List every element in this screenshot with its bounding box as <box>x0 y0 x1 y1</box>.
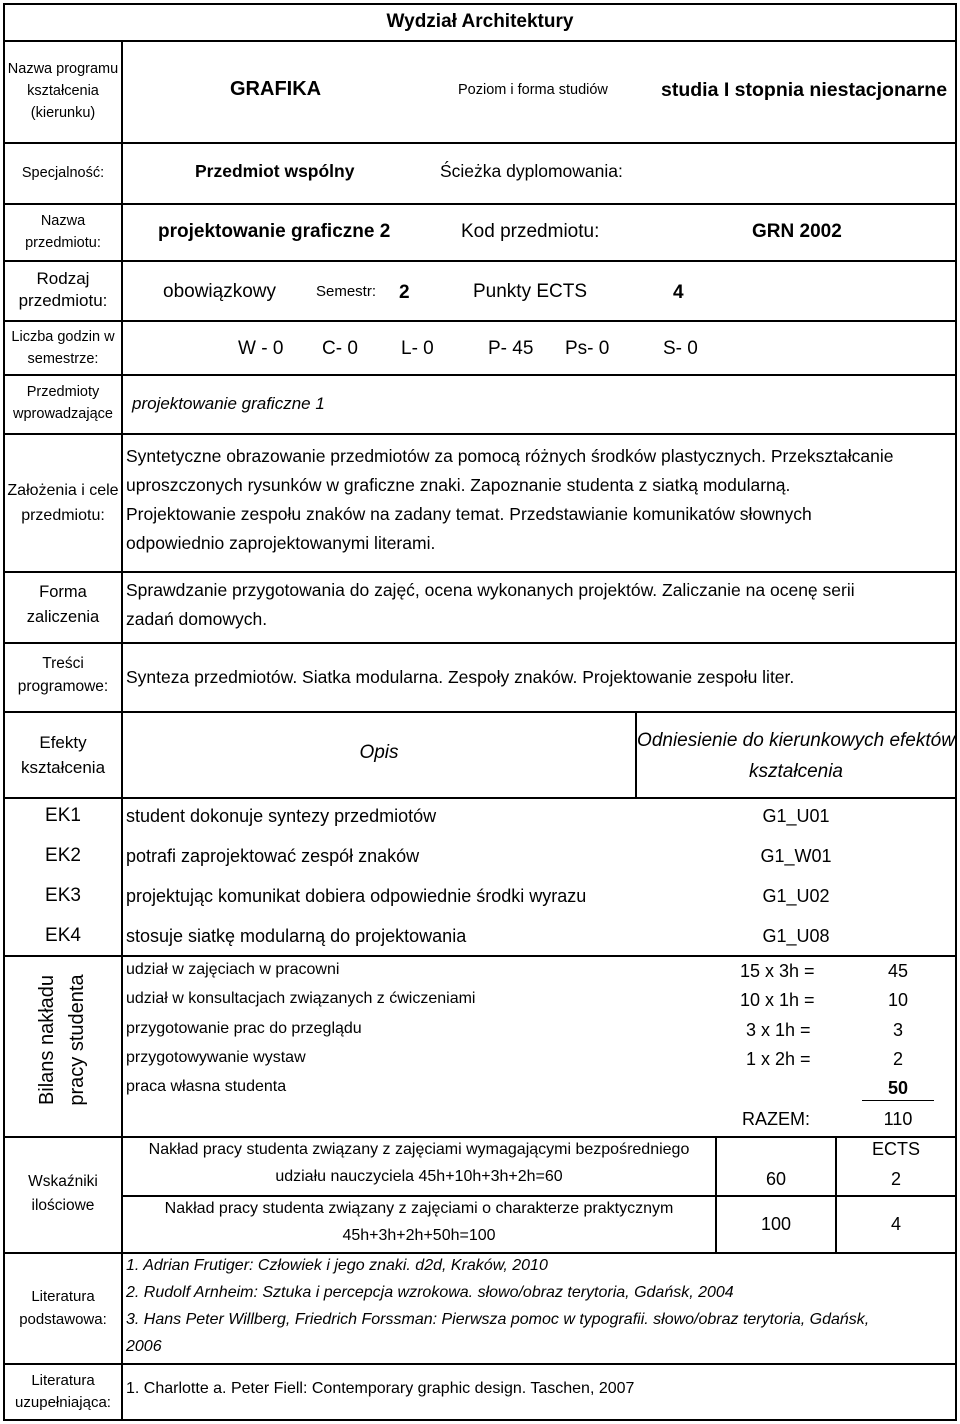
outcome-code: EK1 <box>45 805 81 826</box>
direct-ects: 2 <box>890 1169 901 1189</box>
practical-line2: 45h+3h+2h+50h=100 <box>342 1227 496 1244</box>
outcome-ref: G1_W01 <box>760 846 832 866</box>
outcome-ref: G1_U01 <box>762 806 830 826</box>
goals-line: Projektowanie zespołu znaków na zadany temat. Przedstawianie komunikatów słownych <box>126 504 812 524</box>
direct-line2: udziału nauczyciela 45h+10h+3h+2h=60 <box>275 1168 563 1185</box>
workload-hours: 50 <box>887 1078 909 1098</box>
assessment-line: Sprawdzanie przygotowania do zajęć, ocena wykonanych projektów. Zaliczanie na ocenę serii <box>126 580 855 600</box>
practical-hours: 100 <box>760 1214 792 1234</box>
direct-line1: Nakład pracy studenta związany z zajęciami wymagającymi bezpośredniego <box>148 1141 690 1158</box>
hours-seminar: S- 0 <box>663 338 698 359</box>
total-underline <box>862 1100 934 1101</box>
outcome-ref: G1_U08 <box>762 926 830 946</box>
workload-activity: udział w zajęciach w pracowni <box>126 961 340 978</box>
supplementary-literature-label: Literatura uzupełniająca: <box>15 1372 111 1411</box>
outcome-desc: stosuje siatkę modularną do projektowania <box>126 926 467 946</box>
specialization-label: Specjalność: <box>21 165 105 181</box>
subject-label: Nazwa przedmiotu: <box>25 213 101 251</box>
basic-literature-label: Literatura podstawowa: <box>19 1288 107 1328</box>
goals-line: odpowiednio zaprojektowanymi literami. <box>126 533 436 553</box>
divider <box>3 40 957 42</box>
workload-label-text: Bilans nakładu pracy studenta <box>36 974 88 1106</box>
goals-line: uproszczonych rysunków w graficzne znaki. Zapoznanie studenta z siatką modularną. <box>126 475 791 495</box>
divider <box>3 1363 957 1365</box>
workload-calc: 1 x 2h = <box>746 1049 811 1069</box>
basic-literature-item: 1. Adrian Frutiger: Człowiek i jego znaki. d2d, Kraków, 2010 <box>126 1257 548 1274</box>
hours-label: Liczba godzin w semestrze: <box>11 329 115 367</box>
outcomes-ref-header-text: Odniesienie do kierunkowych efektów kształcenia <box>637 730 955 782</box>
practical-line1: Nakład pracy studenta związany z zajęciami o charakterze praktycznym <box>164 1200 674 1217</box>
specialization-value: Przedmiot wspólny <box>195 161 355 181</box>
hours-studio: Ps- 0 <box>565 338 610 359</box>
goals-line: Syntetyczne obrazowanie przedmiotów za pomocą różnych środków plastycznych. Przekształcanie <box>126 446 894 466</box>
workload-label <box>32 950 92 1130</box>
workload-activity: przygotowywanie wystaw <box>126 1049 306 1066</box>
type-label: Rodzaj przedmiotu: <box>18 269 108 310</box>
divider <box>3 1252 957 1254</box>
hours-lab: L- 0 <box>401 338 434 359</box>
program-name: GRAFIKA <box>230 78 322 100</box>
ects-label: Punkty ECTS <box>473 281 588 302</box>
assessment-label: Forma zaliczenia <box>26 583 100 626</box>
code-label: Kod przedmiotu: <box>461 221 600 242</box>
workload-calc: 10 x 1h = <box>740 990 815 1010</box>
path-label: Ścieżka dyplomowania: <box>440 161 623 181</box>
workload-hours: 10 <box>887 990 909 1010</box>
content-value: Synteza przedmiotów. Siatka modularna. Zespoły znaków. Projektowanie zespołu liter. <box>126 667 795 687</box>
outcome-desc: projektując komunikat dobiera odpowiednie środki wyrazu <box>126 886 587 906</box>
outcomes-label: Efekty kształcenia <box>20 733 106 777</box>
outcomes-desc-header: Opis <box>359 742 399 763</box>
type-value: obowiązkowy <box>163 281 276 302</box>
outcome-code: EK4 <box>45 925 81 946</box>
assessment-line: zadań domowych. <box>126 609 268 629</box>
subject-name: projektowanie graficzne 2 <box>158 221 391 242</box>
outcome-desc: potrafi zaprojektować zespół znaków <box>126 846 420 866</box>
outcome-ref: G1_U02 <box>762 886 830 906</box>
ects-header: ECTS <box>871 1139 920 1159</box>
prerequisites-value: projektowanie graficzne 1 <box>132 394 325 413</box>
workload-hours: 3 <box>892 1020 903 1040</box>
divider <box>3 320 957 322</box>
outcome-desc: student dokonuje syntezy przedmiotów <box>126 806 437 826</box>
indicators-label: Wskaźniki ilościowe <box>28 1173 98 1214</box>
practical-ects: 4 <box>890 1214 901 1234</box>
outcomes-ref-header <box>637 725 955 787</box>
frame-top <box>3 3 957 5</box>
workload-calc: 15 x 3h = <box>740 961 815 981</box>
direct-hours: 60 <box>765 1169 787 1189</box>
prerequisites-label: Przedmioty wprowadzające <box>13 384 113 422</box>
workload-activity: udział w konsultacjach związanych z ćwiczeniami <box>126 990 476 1007</box>
divider <box>715 1136 717 1254</box>
hours-lecture: W - 0 <box>238 338 284 359</box>
code-value: GRN 2002 <box>752 221 842 242</box>
frame-bottom <box>3 1419 957 1421</box>
content-label: Treści programowe: <box>17 655 109 695</box>
outcome-code: EK2 <box>45 845 81 866</box>
total-value: 110 <box>883 1109 913 1129</box>
level-value: studia I stopnia niestacjonarne <box>661 79 948 101</box>
divider <box>3 711 957 713</box>
divider <box>3 797 957 799</box>
divider <box>3 142 957 144</box>
divider <box>3 571 957 573</box>
divider <box>3 374 957 376</box>
goals-label: Założenia i cele przedmiotu: <box>7 482 119 524</box>
divider <box>3 203 957 205</box>
faculty-title: Wydział Architektury <box>386 11 574 32</box>
level-label: Poziom i forma studiów <box>458 82 608 98</box>
program-label: Nazwa programu kształcenia (kierunku) <box>7 61 119 121</box>
hours-project: P- 45 <box>488 338 534 359</box>
workload-activity: przygotowanie prac do przeglądu <box>126 1020 362 1037</box>
semester-value: 2 <box>399 282 410 303</box>
semester-label: Semestr: <box>316 283 377 300</box>
divider <box>121 1195 957 1197</box>
supplementary-literature-item: 1. Charlotte a. Peter Fiell: Contemporary graphic design. Taschen, 2007 <box>126 1380 635 1397</box>
workload-calc: 3 x 1h = <box>746 1020 811 1040</box>
workload-hours: 45 <box>887 961 909 981</box>
divider <box>3 433 957 435</box>
workload-hours: 2 <box>892 1049 903 1069</box>
outcome-code: EK3 <box>45 885 81 906</box>
basic-literature-item: 2. Rudolf Arnheim: Sztuka i percepcja wzrokowa. słowo/obraz terytoria, Gdańsk, 2004 <box>126 1284 734 1301</box>
hours-exercises: C- 0 <box>322 338 358 359</box>
basic-literature-item: 3. Hans Peter Willberg, Friedrich Forssman: Pierwsza pomoc w typografii. słowo/obraz terytoria, Gdańsk, <box>126 1311 870 1328</box>
divider <box>3 260 957 262</box>
ects-value: 4 <box>673 282 684 303</box>
total-label: RAZEM: <box>742 1109 811 1129</box>
basic-literature-item: 2006 <box>126 1338 162 1355</box>
divider <box>3 1136 957 1138</box>
workload-activity: praca własna studenta <box>126 1078 287 1095</box>
divider <box>3 955 957 957</box>
divider <box>3 642 957 644</box>
